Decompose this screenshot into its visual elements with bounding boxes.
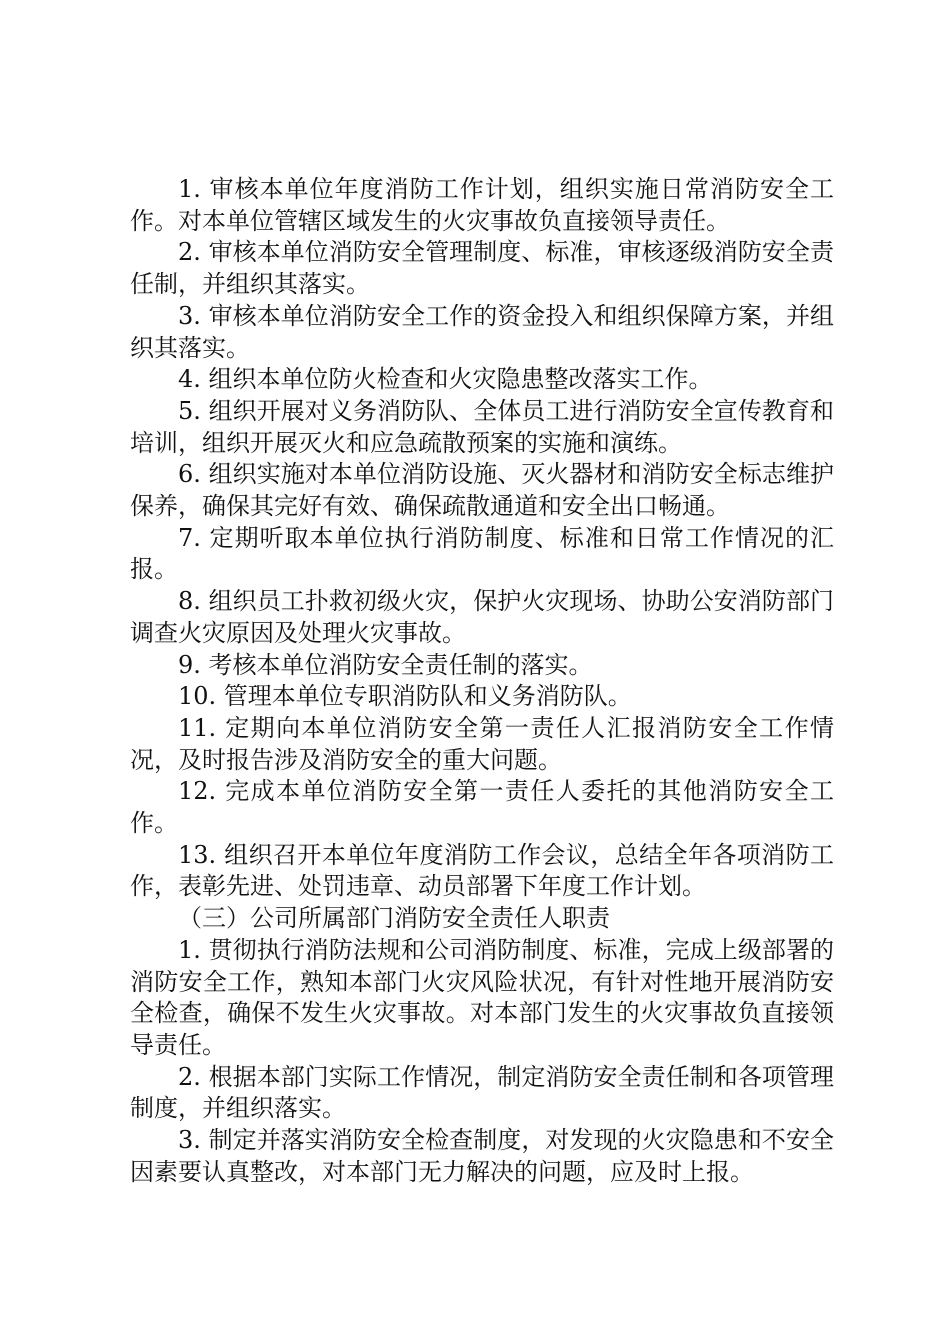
document-body: [130, 174, 834, 1189]
paragraph-4: 4. 组织本单位防火检查和火灾隐患整改落实工作。: [178, 365, 713, 394]
paragraph-16: 3. 制定并落实消防安全检查制度，对发现的火灾隐患和不安全因素要认真整改，对本部门无力解决的问题，应及时上报。: [130, 1126, 834, 1186]
paragraph-8: 8. 组织员工扑救初级火灾，保护火灾现场、协助公安消防部门调查火灾原因及处理火灾事故。: [130, 587, 834, 647]
paragraph-15: 2. 根据本部门实际工作情况，制定消防安全责任制和各项管理制度，并组织落实。: [130, 1062, 834, 1123]
paragraph-14: 1. 贯彻执行消防法规和公司消防制度、标准，完成上级部署的消防安全工作，熟知本部门火灾风险状况，有针对性地开展消防安全检查，确保不发生火灾事故。对本部门发生的火灾事故负直接领导责任。: [130, 935, 834, 1059]
paragraph-1: 1. 审核本单位年度消防工作计划，组织实施日常消防安全工作。对本单位管辖区域发生的火灾事故负直接领导责任。: [130, 175, 834, 235]
paragraph-7: 7. 定期听取本单位执行消防制度、标准和日常工作情况的汇报。: [130, 523, 834, 584]
paragraph-10: 10. 管理本单位专职消防队和义务消防队。: [178, 682, 632, 711]
section-heading: （三）公司所属部门消防安全责任人职责: [178, 904, 610, 933]
paragraph-11: 11. 定期向本单位消防安全第一责任人汇报消防安全工作情况，及时报告涉及消防安全的重大问题。: [130, 713, 834, 774]
paragraph-12: 12. 完成本单位消防安全第一责任人委托的其他消防安全工作。: [130, 777, 834, 838]
paragraph-9: 9. 考核本单位消防安全责任制的落实。: [178, 650, 593, 679]
paragraph-13: 13. 组织召开本单位年度消防工作会议，总结全年各项消防工作，表彰先进、处罚违章、动员部署下年度工作计划。: [130, 840, 834, 901]
paragraph-3: 3. 审核本单位消防安全工作的资金投入和组织保障方案，并组织其落实。: [130, 301, 834, 362]
paragraph-2: 2. 审核本单位消防安全管理制度、标准，审核逐级消防安全责任制，并组织其落实。: [130, 238, 834, 299]
paragraph-6: 6. 组织实施对本单位消防设施、灭火器材和消防安全标志维护保养，确保其完好有效、确保疏散通道和安全出口畅通。: [130, 460, 834, 521]
paragraph-5: 5. 组织开展对义务消防队、全体员工进行消防安全宣传教育和培训，组织开展灭火和应急疏散预案的实施和演练。: [130, 396, 834, 457]
